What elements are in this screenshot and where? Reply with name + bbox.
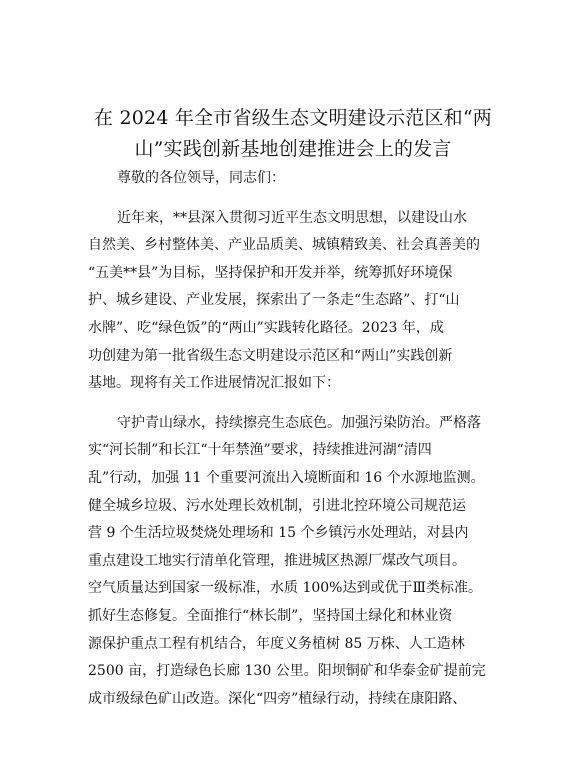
document-title <box>70 103 516 165</box>
paragraph-1 <box>88 205 508 398</box>
paragraph-line: 源保护重点工程有机结合，年度义务植树 85 万株、人工造林 <box>88 635 465 652</box>
paragraph-line: 成市级绿色矿山改造。深化“四旁”植绿行动，持续在康阳路、 <box>88 690 467 707</box>
paragraph-line: 抓好生态修复。全面推行“林长制”，坚持国土绿化和林业资 <box>88 607 453 624</box>
paragraph-line: 基地。现将有关工作进展情况汇报如下： <box>88 375 340 392</box>
paragraph-line: 守护青山绿水，持续擦亮生态底色。加强污染防治。严格落 <box>117 414 481 431</box>
paragraph-line: 自然美、乡村整体美、产业品质美、城镇精致美、社会真善美的 <box>88 237 480 254</box>
paragraph-line: 功创建为第一批省级生态文明建设示范区和“两山”实践创新 <box>88 347 453 364</box>
paragraph-line: 实“河长制”和长江“十年禁渔”要求，持续推进河湖“清四 <box>88 442 432 459</box>
paragraph-line: 护、城乡建设、产业发展，探索出了一条走“生态路”、打“山 <box>88 292 460 309</box>
paragraph-line: 乱”行动，加强 11 个重要河流出入境断面和 16 个水源地监测。 <box>88 469 485 486</box>
paragraph-line: 水牌”、吃“绿色饭”的“两山”实践转化路径。2023 年，成 <box>88 319 444 336</box>
paragraph-line: 2500 亩，打造绿色长廊 130 公里。阳坝铜矿和华泰金矿提前完 <box>88 663 486 680</box>
spacer <box>88 398 508 410</box>
title-line: 山”实践创新基地创建推进会上的发言 <box>134 138 452 160</box>
salutation: 尊敬的各位领导，同志们： <box>117 170 285 186</box>
paragraph-2 <box>88 410 508 714</box>
title-line: 在 2024 年全市省级生态文明建设示范区和“两 <box>94 107 492 129</box>
spacer <box>88 193 508 205</box>
paragraph-line: 近年来，**县深入贯彻习近平生态文明思想，以建设山水 <box>117 209 467 226</box>
paragraph-line: 营 9 个生活垃圾焚烧处理场和 15 个乡镇污水处理站，对县内 <box>88 525 469 542</box>
paragraph-line: “五美**县”为目标，坚持保护和开发并举，统筹抓好环境保 <box>88 264 453 281</box>
paragraph-line: 重点建设工地实行清单化管理，推进城区热源厂煤改气项目。 <box>88 552 466 569</box>
document-body <box>88 165 508 713</box>
paragraph-line: 空气质量达到国家一级标准，水质 100%达到或优于Ⅲ类标准。 <box>88 580 482 597</box>
paragraph-line: 健全城乡垃圾、污水处理长效机制，引进北控环境公司规范运 <box>88 497 466 514</box>
